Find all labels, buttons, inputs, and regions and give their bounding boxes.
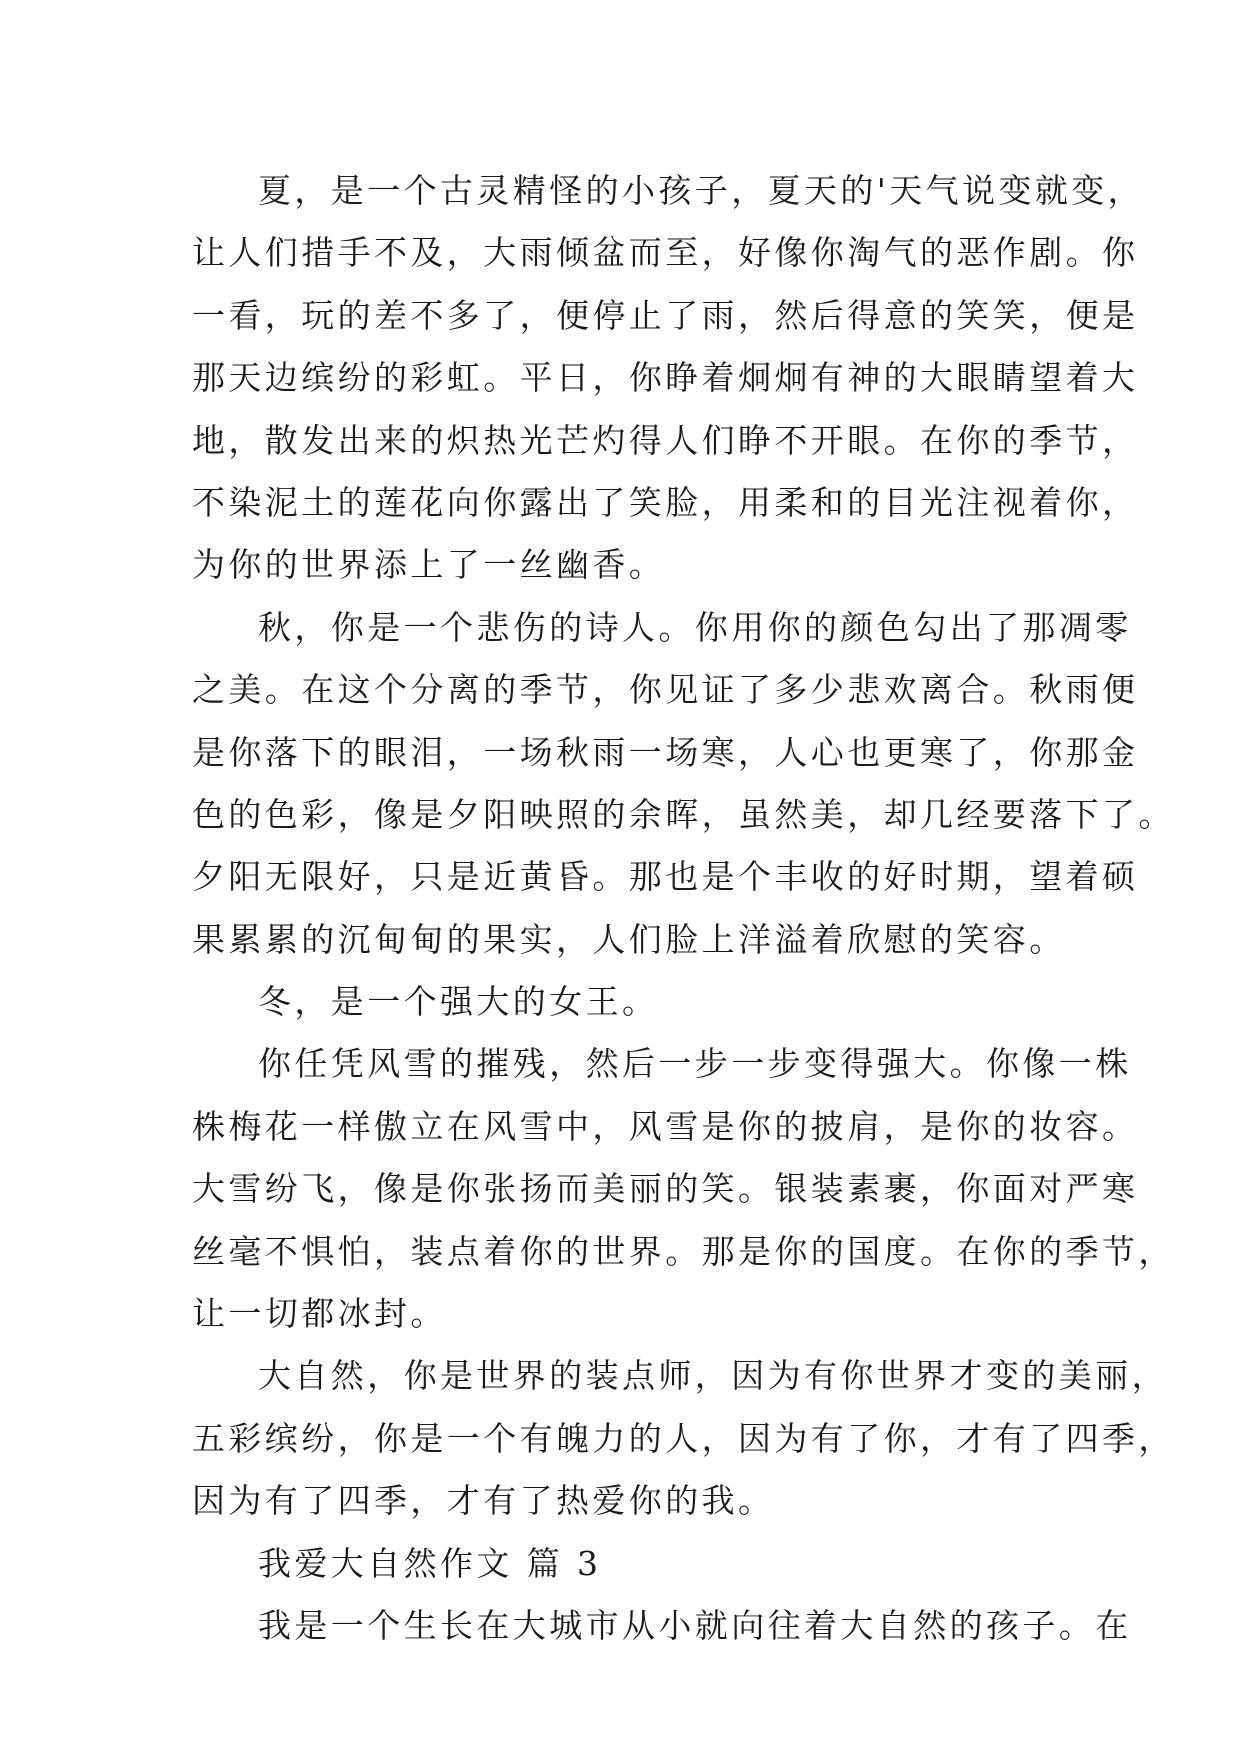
paragraph-autumn-line: 是你落下的眼泪，一场秋雨一场寒，人心也更寒了，你那金	[192, 732, 1139, 772]
paragraph-city-child-line: 我是一个生长在大城市从小就向往着大自然的孩子。在	[258, 1605, 1132, 1645]
paragraph-autumn-line: 夕阳无限好，只是近黄昏。那也是个丰收的好时期，望着硕	[192, 857, 1139, 897]
paragraph-summer-line: 一看，玩的差不多了，便停止了雨，然后得意的笑笑，便是	[192, 295, 1139, 335]
paragraph-summer-line: 夏，是一个古灵精怪的小孩子，夏天的'天气说变就变，	[258, 171, 1145, 210]
section-heading: 我爱大自然作文 篇 3	[258, 1543, 602, 1583]
paragraph-nature-line: 五彩缤纷，你是一个有魄力的人，因为有了你，才有了四季，	[192, 1418, 1175, 1458]
paragraph-autumn-line: 果累累的沉甸甸的果实，人们脸上洋溢着欣慰的笑容。	[192, 919, 1066, 959]
paragraph-summer-line: 那天边缤纷的彩虹。平日，你睁着炯炯有神的大眼睛望着大	[192, 358, 1139, 398]
paragraph-autumn-line: 之美。在这个分离的季节，你见证了多少悲欢离合。秋雨便	[192, 670, 1139, 710]
paragraph-autumn-line: 秋，你是一个悲伤的诗人。你用你的颜色勾出了那凋零	[258, 607, 1132, 647]
paragraph-summer-line: 地，散发出来的炽热光芒灼得人们睁不开眼。在你的季节，	[192, 420, 1139, 460]
paragraph-winter-intro: 冬，是一个强大的女王。	[258, 982, 659, 1022]
paragraph-winter-line: 让一切都冰封。	[192, 1294, 447, 1334]
paragraph-winter-line: 大雪纷飞，像是你张扬而美丽的笑。银装素裹，你面对严寒	[192, 1169, 1139, 1209]
paragraph-summer-line: 为你的世界添上了一丝幽香。	[192, 545, 666, 585]
paragraph-nature-line: 因为有了四季，才有了热爱你的我。	[192, 1481, 775, 1521]
paragraph-winter-line: 株梅花一样傲立在风雪中，风雪是你的披肩，是你的妆容。	[192, 1106, 1139, 1146]
paragraph-winter-line: 你任凭风雪的摧残，然后一步一步变得强大。你像一株	[258, 1044, 1132, 1084]
essay-body	[192, 160, 1175, 1657]
paragraph-winter-line: 丝毫不惧怕，装点着你的世界。那是你的国度。在你的季节，	[192, 1231, 1175, 1271]
paragraph-autumn-line: 色的色彩，像是夕阳映照的余晖，虽然美，却几经要落下了。	[192, 794, 1175, 834]
paragraph-nature-line: 大自然，你是世界的装点师，因为有你世界才变的美丽，	[258, 1356, 1168, 1396]
paragraph-summer-line: 让人们措手不及，大雨倾盆而至，好像你淘气的恶作剧。你	[192, 233, 1139, 273]
paragraph-summer-line: 不染泥土的莲花向你露出了笑脸，用柔和的目光注视着你，	[192, 482, 1139, 522]
